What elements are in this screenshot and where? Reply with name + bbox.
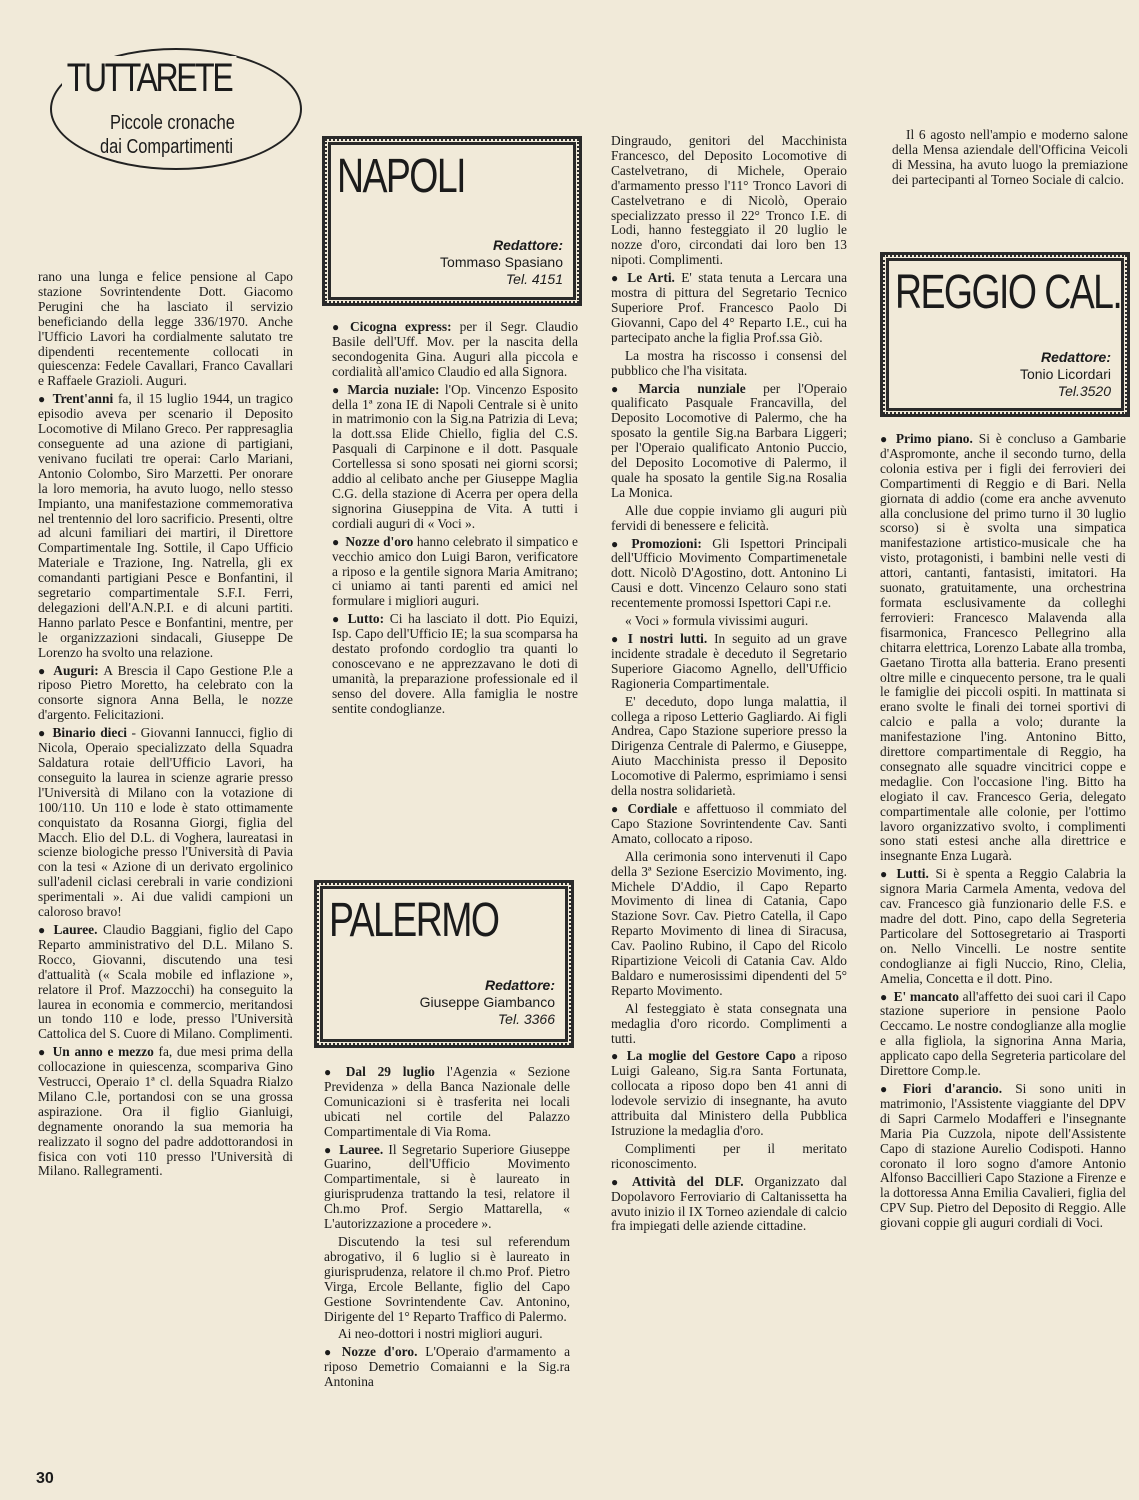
article-text: l'Op. Vincenzo Esposito della 1ª zona IE di Napoli Centrale si è unito in matrimonio con la Sig.na Patrizia di Leva; la dott.ssa Elide Chiello, figlia del C.S. Pasquali di Carpinone e il dott. Pasquale Cortellessa si sono sposati nei giorni scorsi; addio al celibato anche per Giuseppe Maglia C.G. della stazione di Acerra per opera della signorina Giuseppina de Vita. A tutti i cordiali auguri di « Voci ». [332, 381, 578, 531]
article-paragraph [332, 535, 578, 610]
reggio-box [880, 252, 1130, 417]
napoli-redattore-label: Redattore: [492, 237, 563, 253]
article-text: Il Segretario Superiore Giuseppe Guarino, dell'Ufficio Movimento Compartimentale, si è laureato in giurisprudenza trattando la tesi, relatore il Ch.mo Prof. Sergio Mattarella, « L'autorizzazione a procedere ». [324, 1141, 571, 1232]
article-text: Organizzato dal Dopolavoro Ferroviario di Caltanissetta ha avuto inizio il IX Torneo aziendale di calcio fra impiegati delle aziende cittadine. [611, 1173, 847, 1234]
article-paragraph [611, 382, 847, 501]
header-subtitle-line2: dai Compartimenti [100, 136, 234, 158]
article-paragraph [611, 1049, 847, 1138]
article-text: Si sono uniti in matrimonio, l'Assistente viaggiante del DPV di Sapri Carmelo Modafferi e l'insegnante Maria Pia Cuzzola, nipote dell'Assistente Capo di stazione Aurelio Codispoti. Hanno coronato il loro sogno d'amore Antonio Alfonso Baccillieri Capo Stazione a Firenze e la dottoressa Anna Emilia Cavalieri, figlia del CPV Sup. Pietro del Deposito di Reggio. Alle giovani coppie gli auguri cordiali di Voci. [880, 1080, 1127, 1231]
article-text: e affettuoso il commiato del Capo Stazione Sovrintendente Cav. Santi Amato, collocato a riposo. [611, 800, 847, 846]
article-paragraph [611, 802, 847, 847]
column-4 [880, 432, 1126, 1234]
article-paragraph [38, 392, 293, 660]
article-paragraph [332, 383, 578, 532]
article-lead: Un anno e mezzo [52, 1044, 154, 1060]
article-paragraph: « Voci » formula vivissimi auguri. [625, 613, 809, 629]
article-paragraph: La mostra ha riscosso i consensi del pubblico che l'ha visitata. [611, 347, 847, 378]
article-paragraph [38, 1045, 293, 1179]
article-lead: Lauree. [339, 1141, 384, 1157]
article-paragraph [324, 1143, 570, 1232]
napoli-redattore-name: Tommaso Spasiano [440, 254, 563, 270]
article-paragraph [332, 320, 578, 380]
article-paragraph [880, 432, 1126, 864]
reggio-tel: Tel.3520 [1057, 383, 1111, 399]
column-3 [611, 134, 847, 1237]
article-text: Si è concluso a Gambarie d'Aspromonte, anche il secondo turno, della colonia estiva per i figli dei ferrovieri dei Compartimenti di Reggio e di Bari. Nella giornata di addio (come era anche avvenuto alla conclusione del primo turno il 30 luglio scorso) si è svolta una simpatica manifestazione artistico-musicale che ha visto, protagonisti, i bambini nelle vesti di attori, cantanti, fantasisti, imitatori. Ha suonato, gratuitamente, una orchestrina formata esclusivamente da colleghi ferrovieri: Francesco Malavenda alla fisarmonica, Francesco Pellegrino alla chitarra elettrica, Lorenzo Labate alla tromba, Gaetano Tirotta alla batteria. Erano presenti oltre mille e cinquecento persone, tra le quali le famiglie dei piccoli ospiti. In mattinata si erano svolte le finali dei tornei sportivi di calcio e palla a volo; durante la manifestazione l'ing. Antonino Bitto, direttore compartimentale di Reggio, ha consegnato alle squadre vincitrici coppe e medaglie. Con l'occasione l'ing. Bitto ha elogiato il cav. Francesco Geria, delegato compartimentale alle colonie, per l'ottimo lavoro organizzativo svolto, i complimenti sono stati estesi anche alla direttrice e insegnante Enza Lugarà. [880, 431, 1126, 864]
article-lead: Auguri: [53, 662, 99, 678]
column-2-bottom [324, 1065, 570, 1393]
article-lead: Fiori d'arancio. [903, 1080, 1003, 1096]
article-paragraph [611, 537, 847, 612]
article-text: all'affetto dei suoi cari il Capo stazione superiore in pensione Paolo Ceccamo. Le nostre condoglianze alla moglie e alla figliola, la signorina Anna Maria, applicato capo della Segreteria particolare del Direttore Comp.le. [880, 988, 1126, 1079]
article-text: Gli Ispettori Principali dell'Ufficio Movimento Compartimenetale dott. Nicolò D'Agostino, dott. Antonino Li Causi e dott. Vincenzo Celauro sono stati recentemente promossi Ispettori Capi r.e. [611, 535, 847, 611]
article-lead: Marcia nunziale [638, 380, 746, 396]
article-text: l'Agenzia « Sezione Previdenza » della Banca Nazionale delle Comunicazioni si è trasferita nei locali ubicati nel cortile del Palazzo Compartimentale di Via Roma. [324, 1064, 571, 1139]
article-paragraph: Ai neo-dottori i nostri migliori auguri. [338, 1326, 543, 1342]
article-lead: Nozze d'oro. [341, 1344, 418, 1360]
article-text: - Giovanni Iannucci, figlio di Nicola, Operaio specializzato della Squadra Saldatura rotaie dell'Ufficio Lavori, ha conseguito la laurea in scienze agrarie presso l'Università di Milano con la votazione di 100/110. Un 110 e lode è stato ottimamente conquistato da Rosanna Giorgi, figlia del Macch. Elio del D.L. di Voghera, laureatasi in scienze biologiche presso l'Università di Pavia con la tesi « Azione di un derivato ergolinico sull'adenil ciclasi cerebrali in varie condizioni sperimentali ». Ai due validi campioni un caloroso bravo! [38, 725, 294, 920]
article-paragraph [611, 271, 847, 346]
article-text: per il Segr. Claudio Basile dell'Uff. Mov. per la nascita della secondogenita Gina. Auguri alla piccola e cordialità all'amico Claudio ed alla Signora. [332, 319, 579, 379]
palermo-redattore-name: Giuseppe Giambanco [419, 994, 555, 1010]
article-paragraph [38, 923, 293, 1042]
article-text: fa, il 15 luglio 1944, un tragico episodio aveva per scenario il Deposito Locomotive di Milano Greco. Per rappresaglia conseguente ad una azione di partigiani, venivano fucilati tre operai: Carlo Mariani, Antonio Colombo, Siro Marzetti. Per onorare la loro memoria, ha avuto luogo, nello stesso Impianto, una manifestazione commemorativa nel trentennio del loro sacrificio. Presenti, oltre ad alcuni familiari dei martiri, il Direttore Compartimentale Ing. Sottile, il Capo Ufficio Materiale e Trazione, Ing. Natrella, gli ex comandanti partigiani Pesce e Bonfantini, il segretario compartimentale S.F.I. Ferri, delegazioni dell'A.N.P.I. e di alcuni partiti. Hanno parlato Pesce e Bonfantini, mentre, per le organizzazioni sindacali, Giuseppe De Lorenzo ha svolto una relazione. [38, 391, 293, 660]
article-lead: I nostri lutti. [627, 631, 708, 646]
napoli-box [322, 136, 582, 306]
article-paragraph [38, 726, 293, 920]
article-text: E' stata tenuta a Lercara una mostra di pittura del Segretario Tecnico Superiore Prof. Francesco Paolo Di Giovanni, Capo del 4° Reparto I.E., cui ha partecipato anche la figlia Prof.ssa Giò. [611, 270, 848, 345]
article-paragraph: Alla cerimonia sono intervenuti il Capo della 3ª Sezione Esercizio Movimento, ing. Michele D'Addio, il Capo Reparto Movimento di linea di Catania, Capo Stazione Sovr. Cav. Pietro Catella, il Capo Reparto Movimento di linea di Siracusa, Cav. Paolino Rubino, il Capo del Ricolo Ripartizione Veicoli di Catania Cav. Aldo Baldaro e numerosissimi dipendenti del 5° Reparto Movimento. [611, 848, 847, 998]
palermo-title: PALERMO [329, 894, 499, 947]
article-lead: Lauree. [53, 921, 98, 937]
reggio-redattore-name: Tonio Licordari [1019, 366, 1111, 382]
column-4-top [892, 128, 1128, 191]
article-text: a riposo Luigi Galeano, Sig.ra Santa Fortunata, collocata a riposo dopo ben 41 anni di lodevole servizio di insegnante, ha avuto attribuita dal Ministero della Pubblica Istruzione la medaglia d'oro. [611, 1048, 847, 1138]
article-lead: Cordiale [627, 800, 678, 816]
article-text: Si è spenta a Reggio Calabria la signora Maria Carmela Amenta, vedova del cav. Francesco già funzionario delle F.S. e madre del dott. Pino, capo della Segreteria Particolare del Sottosegretario ai Trasporti on. Nello Vincelli. Le nostre sentite condoglianze ai figli Nuccio, Rino, Clelia, Amelia, Concetta e il dott. Pino. [880, 866, 1126, 986]
article-paragraph [324, 1345, 570, 1390]
article-paragraph: Il 6 agosto nell'ampio e moderno salone della Mensa aziendale dell'Officina Veicoli di Messina, ha avuto luogo la premiazione dei partecipanti al Torneo Sociale di calcio. [892, 127, 1128, 187]
article-lead: Dal 29 luglio [345, 1064, 435, 1079]
article-lead: Promozioni: [631, 535, 702, 551]
palermo-tel: Tel. 3366 [497, 1011, 555, 1027]
article-paragraph: E' deceduto, dopo lunga malattia, il collega a riposo Letterio Gagliardo. Ai figli Andrea, Capo Stazione superiore presso la Dirigenza Centrale di Palermo, e Giuseppe, Aiuto Macchinista presso il Deposito Locomotive di Palermo, esprimiamo i sensi della nostra solidarietà. [611, 693, 847, 799]
article-paragraph: Alle due coppie inviamo gli auguri più fervidi di benessere e felicità. [611, 502, 847, 533]
article-lead: Trent'anni [52, 391, 114, 407]
reggio-title: REGGIO CAL. [895, 266, 1122, 319]
napoli-tel: Tel. 4151 [505, 271, 563, 287]
article-paragraph: Complimenti per il meritato riconoscimento. [611, 1140, 847, 1171]
column-2 [332, 320, 578, 720]
header-subtitle-line1: Piccole cronache [110, 112, 235, 134]
article-lead: Attività del DLF. [631, 1173, 744, 1189]
article-paragraph [880, 1082, 1126, 1231]
palermo-box [314, 880, 574, 1048]
article-lead: La moglie del Gestore Capo [626, 1048, 796, 1064]
article-text: L'Operaio d'armamento a riposo Demetrio Comaianni e la Sig.ra Antonina [324, 1344, 571, 1390]
article-lead: Marcia nuziale: [347, 381, 440, 397]
article-paragraph: Dingraudo, genitori del Macchinista Francesco, del Deposito Locomotive di Castelvetrano, di Michele, Operaio d'armamento presso l'11° Tronco Lavori di Castelvetrano e di Nicolò, Operaio specializzato presso il 22° Tronco I.E. di Lodi, hanno festeggiato il 20 luglio le nozze d'oro, circondati dai loro ben 13 nipoti. Complimenti. [611, 133, 847, 268]
article-lead: Binario dieci [52, 725, 127, 741]
article-paragraph [611, 632, 847, 692]
article-text: In seguito ad un grave incidente stradale è deceduto il Segretario Superiore Giacomo Agnello, dell'Ufficio Ragioneria Compartimentale. [611, 631, 848, 691]
article-lead: Lutto: [347, 611, 385, 627]
header-title: TUTTARETE [62, 56, 236, 101]
article-text: fa, due mesi prima della collocazione in quiescenza, scompariva Gino Vestrucci, Operaio 1ª cl. della Squadra Rialzo Milano C.le, portandosi con se una grossa aspirazione. Ora il figlio Gianluigi, degnamente onorando la sua memoria ha realizzato il sogno del padre addottorandosi in fisica con voti 110 presso l'Università di Milano. Rallegramenti. [38, 1044, 293, 1179]
reggio-redattore-label: Redattore: [1040, 349, 1111, 365]
palermo-redattore-label: Redattore: [484, 977, 555, 993]
article-paragraph [332, 612, 578, 716]
article-lead: Le Arti. [627, 270, 675, 286]
article-paragraph [880, 867, 1126, 986]
article-lead: Nozze d'oro [345, 533, 414, 549]
article-paragraph [324, 1065, 570, 1140]
article-text: hanno celebrato il simpatico e vecchio amico don Luigi Baron, verificatore a riposo e la gentile signora Maria Amitrano; ci uniamo ai tanti parenti ed amici nel formulare i migliori auguri. [332, 533, 579, 609]
article-paragraph: Al festeggiato è stata consegnata una medaglia d'oro ricordo. Complimenti a tutti. [611, 1000, 847, 1046]
article-text: per l'Operaio qualificato Pasquale Francavilla, del Deposito Locomotive di Palermo, che ha sposato la gentile Sig.na Barbara Liggeri; per l'Operaio qualificato Antonio Puccio, del Deposito Locomotive di Palermo, il quale ha sposato la gentile Sig.na Rosalia La Monica. [611, 380, 848, 500]
article-lead: Cicogna express: [350, 319, 452, 334]
article-text: A Brescia il Capo Gestione P.le a riposo Pietro Moretto, ha celebrato con la consorte signora Anna Bella, le nozze d'argento. Felicitazioni. [38, 662, 294, 723]
article-text: Claudio Baggiani, figlio del Capo Reparto amministrativo del D.L. Milano S. Rocco, Giovanni, discutendo una tesi d'attualità (« Scala mobile ed inflazione », relatore il Prof. Mazzocchi) ha conseguito la laurea in economia e commercio, meritandosi un tondo 110 e lode, presso l'Università Cattolica del S. Cuore di Milano. Complimenti. [38, 921, 294, 1042]
article-paragraph [38, 664, 293, 724]
article-paragraph: rano una lunga e felice pensione al Capo stazione Sovrintendente Dott. Giacomo Perugini che ha lasciato il servizio beneficiando della legge 336/1970. Anche l'Ufficio Lavori ha cordialmente salutato tre dipendenti recentemente collocati in quiescenza: Fedele Cavallari, Franco Cavallari e Raffaele Grazioli. Auguri. [38, 269, 293, 389]
article-paragraph [880, 990, 1126, 1079]
napoli-title: NAPOLI [337, 150, 465, 203]
article-lead: Primo piano. [895, 431, 973, 446]
article-paragraph: Discutendo la tesi sul referendum abrogativo, il 6 luglio si è laureato in giurisprudenza, relatore il ch.mo Prof. Pietro Virga, Ercole Bellante, figlio del Capo Gestione Sovrintendente Cav. Antonino, Dirigente del 1° Reparto Traffico di Palermo. [324, 1233, 570, 1324]
article-paragraph [611, 1175, 847, 1235]
article-lead: E' mancato [893, 988, 959, 1004]
page-number: 30 [36, 1470, 54, 1487]
article-text: Ci ha lasciato il dott. Pio Equizi, Isp. Capo dell'Ufficio IE; la sua scomparsa ha destato profondo cordoglio tra quanti lo conoscevano e ne apprezzavano le doti di umanità, la preparazione professionale ed il senso del dovere. Alla famiglia le nostre sentite condoglianze. [332, 611, 578, 716]
column-1 [38, 270, 293, 1182]
article-lead: Lutti. [896, 866, 929, 882]
